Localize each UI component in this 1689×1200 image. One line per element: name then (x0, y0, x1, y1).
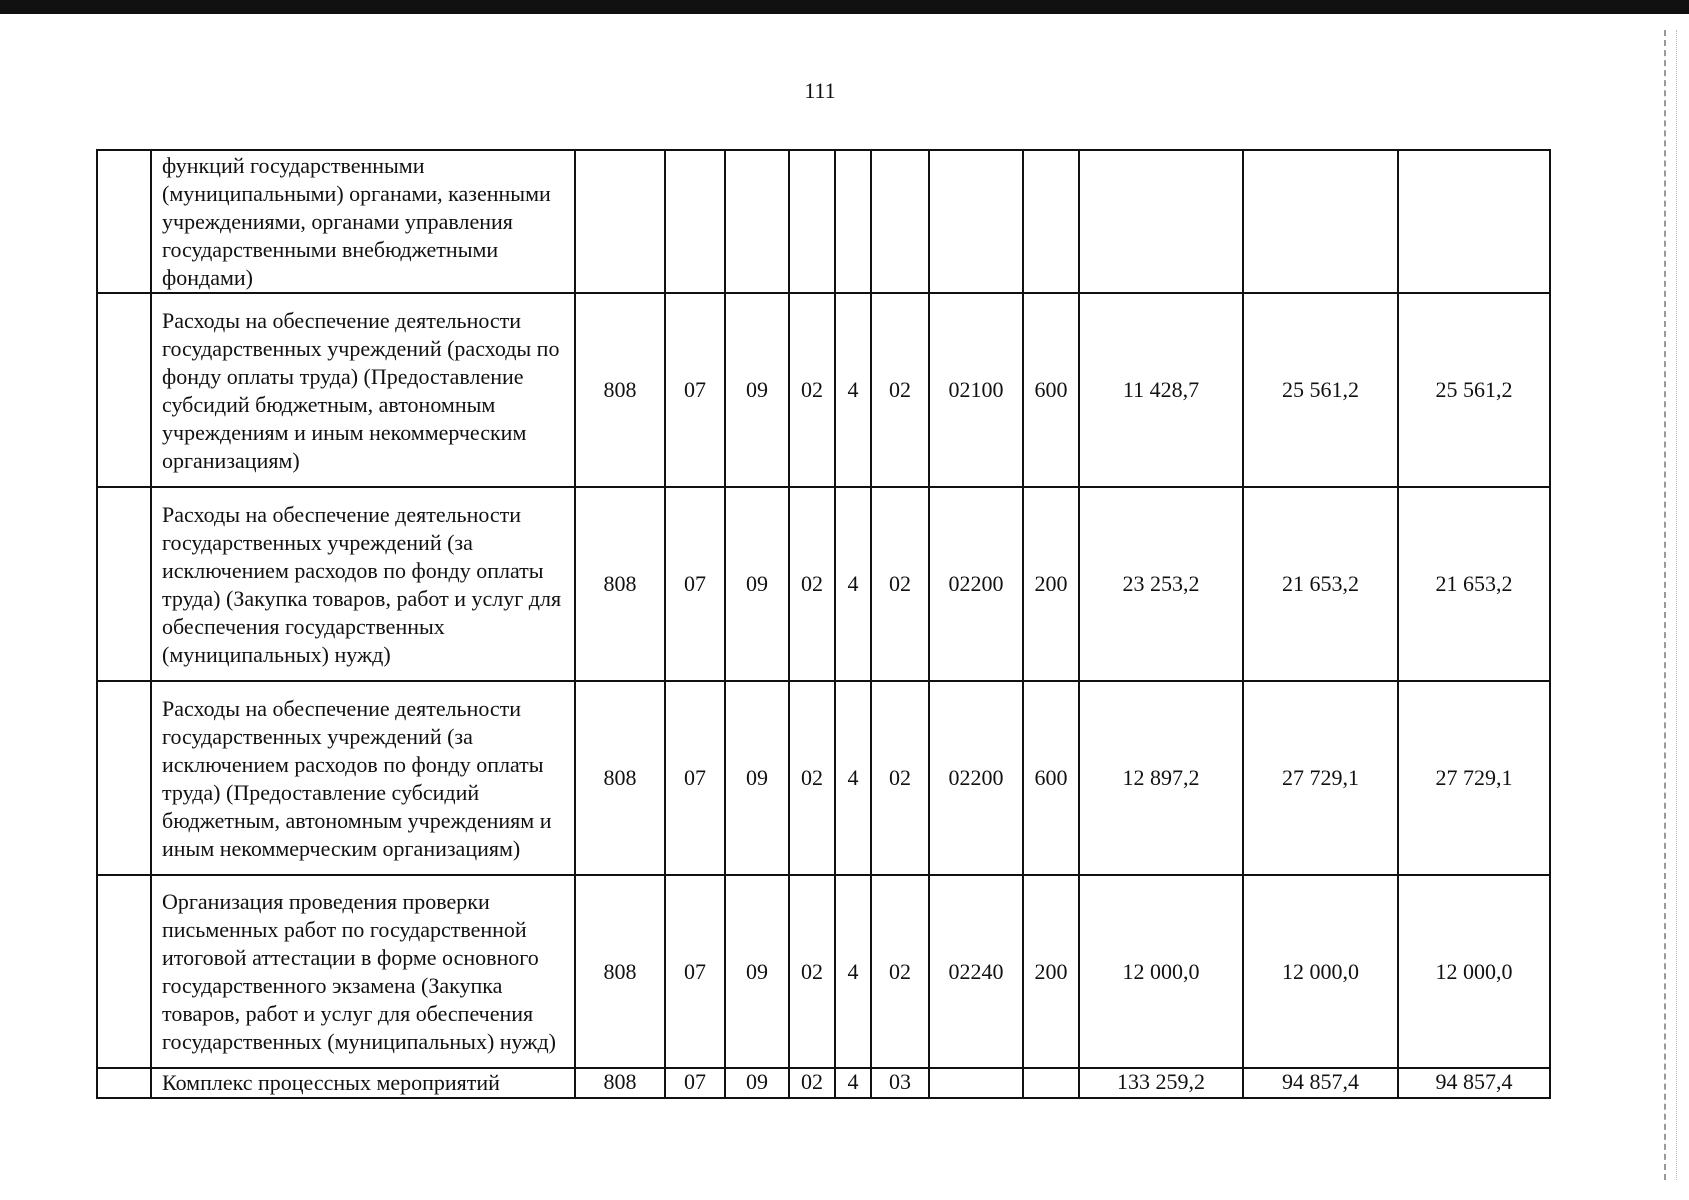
code-cell: 200 (1023, 487, 1079, 681)
amount-cell: 133 259,2 (1079, 1068, 1243, 1098)
code-cell: 02100 (929, 293, 1023, 487)
code-cell: 09 (725, 1068, 789, 1098)
row-index-cell (97, 293, 151, 487)
code-cell: 808 (575, 1068, 665, 1098)
code-cell: 07 (665, 1068, 725, 1098)
code-cell (789, 150, 835, 293)
description-cell: Организация проведения проверки письменных работ по государственной итоговой аттестации в форме основного государственного экзамена (Закупка товаров, работ и услуг для обеспечения государственных (муниципальных) нужд) (151, 875, 575, 1068)
code-cell (665, 150, 725, 293)
scan-right-edge-mark-2 (1676, 30, 1677, 1180)
amount-cell: 12 000,0 (1243, 875, 1398, 1068)
code-cell: 200 (1023, 875, 1079, 1068)
code-cell: 808 (575, 681, 665, 875)
code-cell: 02 (871, 487, 929, 681)
table-row (97, 1068, 1550, 1098)
code-cell (725, 150, 789, 293)
code-cell (575, 150, 665, 293)
code-cell (835, 150, 871, 293)
description-cell: Комплекс процессных мероприятий (151, 1068, 575, 1098)
code-cell: 09 (725, 681, 789, 875)
amount-cell: 25 561,2 (1398, 293, 1550, 487)
code-cell: 4 (835, 875, 871, 1068)
code-cell (871, 150, 929, 293)
scan-right-edge-mark (1664, 30, 1666, 1180)
code-cell: 808 (575, 293, 665, 487)
amount-cell: 12 897,2 (1079, 681, 1243, 875)
amount-cell: 12 000,0 (1398, 875, 1550, 1068)
code-cell: 02 (789, 487, 835, 681)
amount-cell (1079, 150, 1243, 293)
scan-top-border (0, 0, 1689, 14)
code-cell: 09 (725, 293, 789, 487)
amount-cell (1243, 150, 1398, 293)
code-cell: 02 (871, 293, 929, 487)
row-index-cell (97, 487, 151, 681)
code-cell: 03 (871, 1068, 929, 1098)
table-row (97, 150, 1550, 293)
table-row (97, 875, 1550, 1068)
code-cell: 4 (835, 487, 871, 681)
code-cell: 600 (1023, 293, 1079, 487)
amount-cell (1398, 150, 1550, 293)
description-cell: Расходы на обеспечение деятельности государственных учреждений (за исключением расходов по фонду оплаты труда) (Предоставление субсидий бюджетным, автономным учреждениям и иным некоммерческим организациям) (151, 681, 575, 875)
table-row (97, 681, 1550, 875)
code-cell: 02 (789, 293, 835, 487)
budget-table (96, 149, 1551, 1099)
table-row (97, 487, 1550, 681)
code-cell: 02200 (929, 487, 1023, 681)
code-cell: 07 (665, 681, 725, 875)
code-cell: 02 (871, 875, 929, 1068)
row-index-cell (97, 150, 151, 293)
row-index-cell (97, 1068, 151, 1098)
amount-cell: 94 857,4 (1243, 1068, 1398, 1098)
code-cell: 02240 (929, 875, 1023, 1068)
amount-cell: 21 653,2 (1243, 487, 1398, 681)
code-cell: 02200 (929, 681, 1023, 875)
code-cell (929, 1068, 1023, 1098)
page-number: 111 (804, 78, 836, 103)
row-index-cell (97, 681, 151, 875)
table-row (97, 293, 1550, 487)
description-cell: Расходы на обеспечение деятельности государственных учреждений (за исключением расходов по фонду оплаты труда) (Закупка товаров, работ и услуг для обеспечения государственных (муниципальных) нужд) (151, 487, 575, 681)
amount-cell: 25 561,2 (1243, 293, 1398, 487)
code-cell: 4 (835, 293, 871, 487)
description-cell: Расходы на обеспечение деятельности государственных учреждений (расходы по фонду оплаты труда) (Предоставление субсидий бюджетным, автономным учреждениям и иным некоммерческим организациям) (151, 293, 575, 487)
code-cell (1023, 1068, 1079, 1098)
code-cell: 02 (871, 681, 929, 875)
code-cell: 808 (575, 487, 665, 681)
code-cell (929, 150, 1023, 293)
row-index-cell (97, 875, 151, 1068)
code-cell: 02 (789, 681, 835, 875)
code-cell: 02 (789, 875, 835, 1068)
code-cell: 4 (835, 681, 871, 875)
code-cell: 4 (835, 1068, 871, 1098)
amount-cell: 27 729,1 (1243, 681, 1398, 875)
code-cell: 02 (789, 1068, 835, 1098)
code-cell: 07 (665, 875, 725, 1068)
code-cell: 07 (665, 487, 725, 681)
amount-cell: 94 857,4 (1398, 1068, 1550, 1098)
code-cell: 600 (1023, 681, 1079, 875)
amount-cell: 11 428,7 (1079, 293, 1243, 487)
description-cell: функций государственными (муниципальными) органами, казенными учреждениями, органами управления государственными внебюджетными фондами) (151, 150, 575, 293)
code-cell: 09 (725, 487, 789, 681)
amount-cell: 23 253,2 (1079, 487, 1243, 681)
code-cell (1023, 150, 1079, 293)
amount-cell: 21 653,2 (1398, 487, 1550, 681)
code-cell: 07 (665, 293, 725, 487)
code-cell: 808 (575, 875, 665, 1068)
amount-cell: 12 000,0 (1079, 875, 1243, 1068)
code-cell: 09 (725, 875, 789, 1068)
amount-cell: 27 729,1 (1398, 681, 1550, 875)
